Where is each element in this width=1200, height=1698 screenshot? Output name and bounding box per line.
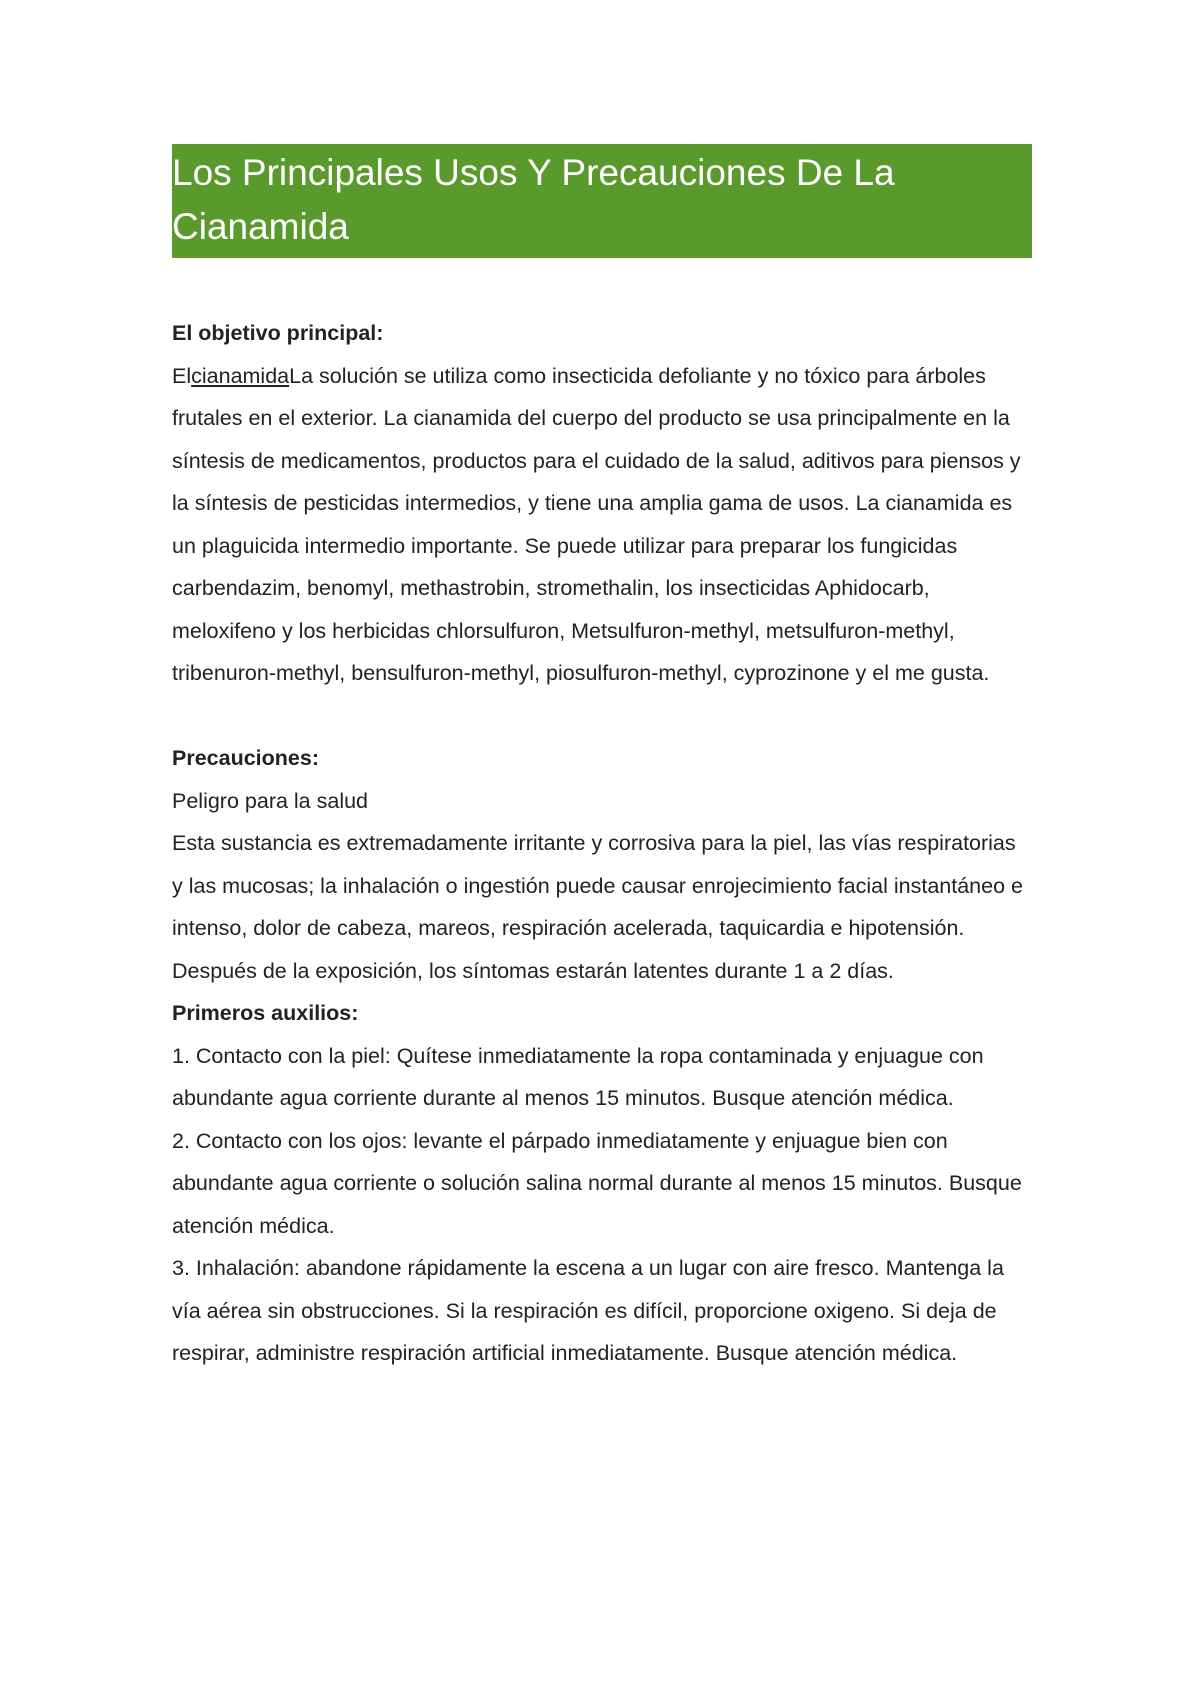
health-hazard-subheading: Peligro para la salud <box>172 788 369 813</box>
paragraph-prefix: El <box>172 363 192 388</box>
spacer <box>172 695 1032 738</box>
precautions-paragraph: Esta sustancia es extremadamente irritante y corrosiva para la piel, las vías respiratorias y las mucosas; la inhalación o ingestión puede causar enrojecimiento facial instantáneo e intenso, dolor de cabeza, mareos, respiración acelerada, taquicardia e hipotensión. Después de la exposición, los síntomas estarán latentes durante 1 a 2 días. <box>172 831 1023 983</box>
section-heading-objective: El objetivo principal: <box>172 321 384 345</box>
first-aid-item-eyes: 2. Contacto con los ojos: levante el párpado inmediatamente y enjuague bien con abundante agua corriente o solución salina normal durante al menos 15 minutos. Busque atención médica. <box>172 1128 1022 1238</box>
cianamida-link[interactable]: cianamida <box>191 363 290 388</box>
section-heading-first-aid: Primeros auxilios: <box>172 1001 359 1025</box>
document-body <box>172 312 1032 1375</box>
first-aid-item-inhalation: 3. Inhalación: abandone rápidamente la escena a un lugar con aire fresco. Mantenga la vía aérea sin obstrucciones. Si la respiración es difícil, proporcione oxigeno. Si deja de respirar, administre respiración artificial inmediatamente. Busque atención médica. <box>172 1256 1004 1365</box>
document-page <box>172 144 1032 1375</box>
document-title: Los Principales Usos Y Precauciones De La Cianamida <box>172 144 1032 258</box>
objective-paragraph <box>172 355 1032 695</box>
paragraph-body: La solución se utiliza como insecticida defoliante y no tóxico para árboles frutales en el exterior. La cianamida del cuerpo del producto se usa principalmente en la síntesis de medicamentos, productos para el cuidado de la salud, aditivos para piensos y la síntesis de pesticidas intermedios, y tiene una amplia gama de usos. La cianamida es un plaguicida intermedio importante. Se puede utilizar para preparar los fungicidas carbendazim, benomyl, methastrobin, stromethalin, los insecticidas Aphidocarb, meloxifeno y los herbicidas chlorsulfuron, Metsulfuron-methyl, metsulfuron-methyl, tribenuron-methyl, bensulfuron-methyl, piosulfuron-methyl, cyprozinone y el me gusta. <box>172 363 1021 685</box>
first-aid-item-skin: 1. Contacto con la piel: Quítese inmediatamente la ropa contaminada y enjuague con abundante agua corriente durante al menos 15 minutos. Busque atención médica. <box>172 1043 984 1110</box>
section-heading-precautions: Precauciones: <box>172 746 319 770</box>
